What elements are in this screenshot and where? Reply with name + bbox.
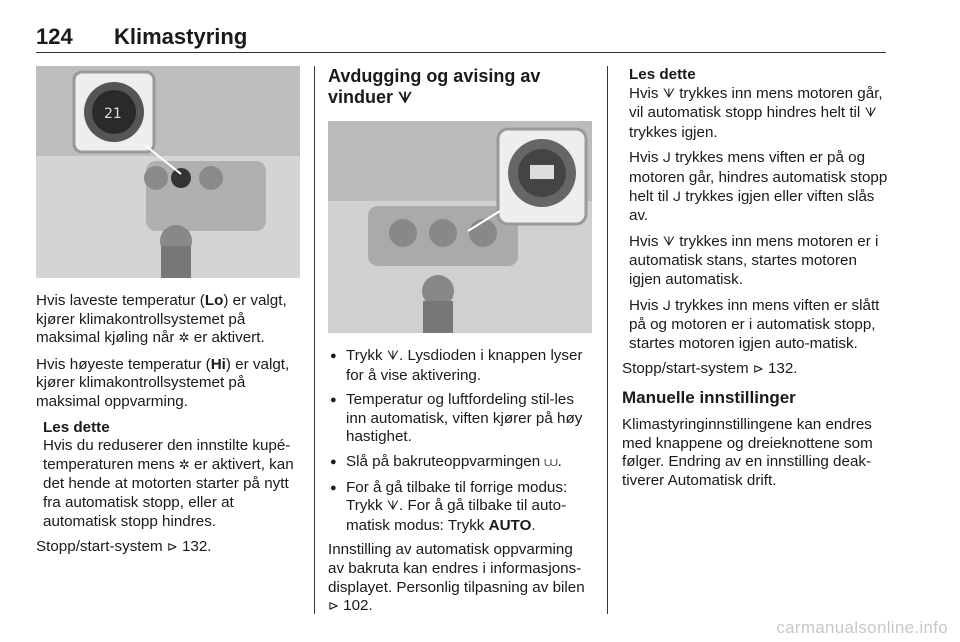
defrost-icon: ᗐ xyxy=(386,349,400,364)
list-item: ● For å gå tilbake til forrige modus: Trykk ᗐ. For å gå tilbake til auto-matisk modus: Trykk AUTO. xyxy=(328,479,592,536)
list-item: ● Trykk ᗐ. Lysdioden i knappen lyser for å vise aktivering. xyxy=(328,347,592,385)
paragraph-manual: Klimastyringinnstillingene kan endres med knappene og dreieknottene som følger. Endring av en innstilling deak-tiverer Automatisk drift. xyxy=(622,415,873,489)
list-item: ● Slå på bakruteoppvarmingen ⩊. xyxy=(328,453,592,473)
defrost-icon: ᗐ xyxy=(864,106,877,122)
note-text: Hvis du reduserer den innstilte kupé-temperaturen mens ✲ er aktivert, kan det hende at motorten starter på nytt fra automatisk stopp, eller at automatisk stopp hindres. xyxy=(43,437,294,530)
rear-window-heating-icon: ⩊ xyxy=(544,454,558,470)
note-text: Hvis ᗐ trykkes inn mens motoren går, vil automatisk stopp hindres helt til ᗐ trykkes igjen. xyxy=(629,84,883,141)
note-box xyxy=(629,66,888,353)
column-divider xyxy=(607,66,608,614)
section-heading-manual: Manuelle innstillinger xyxy=(622,387,796,407)
page-header xyxy=(36,24,886,53)
reference-arrow-icon: ⊳ xyxy=(166,540,178,556)
climate-control-photo xyxy=(36,66,300,278)
note-title: Les dette xyxy=(629,66,696,83)
paragraph-auto-heating: Innstilling av automatisk oppvarming av bakruta kan endres i informasjons-displayet. Personlig tilpasning av bilen ⊳ 102. xyxy=(328,541,592,616)
paragraph-high-temp: Hvis høyeste temperatur (Hi) er valgt, kjører klimakontrollsystemet på maksimal oppvarming. xyxy=(36,355,290,410)
defrost-button-photo xyxy=(328,121,592,333)
note-title: Les dette xyxy=(43,418,110,436)
list-item: ● Temperatur og luftfordeling stil-les inn automatisk, viften kjører på høy hastighet. xyxy=(328,391,592,447)
defrost-steps-list xyxy=(328,347,592,535)
page-number: 124 xyxy=(36,24,73,49)
cross-reference[interactable]: Stopp/start-system ⊳ 132. xyxy=(622,360,888,380)
reference-arrow-icon: ⊳ xyxy=(752,362,764,378)
reference-arrow-icon: ⊳ xyxy=(328,599,339,615)
defrost-icon: ᗐ xyxy=(662,234,675,250)
ac-icon: ✲ xyxy=(178,331,190,347)
fan-icon: ᒍ xyxy=(662,151,671,167)
note-text: Hvis ᒍ trykkes mens viften er på og motoren går, hindres automatisk stopp helt til ᒍ trykkes igjen eller viften slås av. xyxy=(629,149,888,225)
note-text: Hvis ᒍ trykkes inn mens viften er slått på og motoren er i automatisk stopp, startes motoren igjen auto-matisk. xyxy=(629,296,880,352)
paragraph-low-temp: Hvis laveste temperatur (Lo) er valgt, kjører klimakontrollsystemet på maksimal kjøling når ✲ er aktivert. xyxy=(36,292,300,349)
defrost-icon: ᗐ xyxy=(386,499,400,515)
ac-icon: ✲ xyxy=(178,457,190,473)
watermark: carmanualsonline.info xyxy=(776,618,948,637)
column-3 xyxy=(622,66,888,497)
svg-text:21: 21 xyxy=(104,106,122,122)
note-text: Hvis ᗐ trykkes inn mens motoren er i automatisk stans, startes motoren igjen automatisk. xyxy=(629,232,879,288)
fan-icon: ᒍ xyxy=(662,298,671,314)
column-2 xyxy=(328,66,592,624)
column-1 xyxy=(36,66,300,565)
defrost-icon: ᗐ xyxy=(662,86,675,102)
note-box xyxy=(43,419,300,532)
cross-reference[interactable]: Stopp/start-system ⊳ 132. xyxy=(36,538,300,558)
fan-icon: ᒍ xyxy=(672,189,682,205)
section-heading-defrost: Avdugging og avising av vinduer ᗐ xyxy=(328,66,541,107)
defrost-icon: ᗐ xyxy=(398,89,413,107)
chapter-title: Klimastyring xyxy=(114,24,248,49)
column-divider xyxy=(314,66,315,614)
